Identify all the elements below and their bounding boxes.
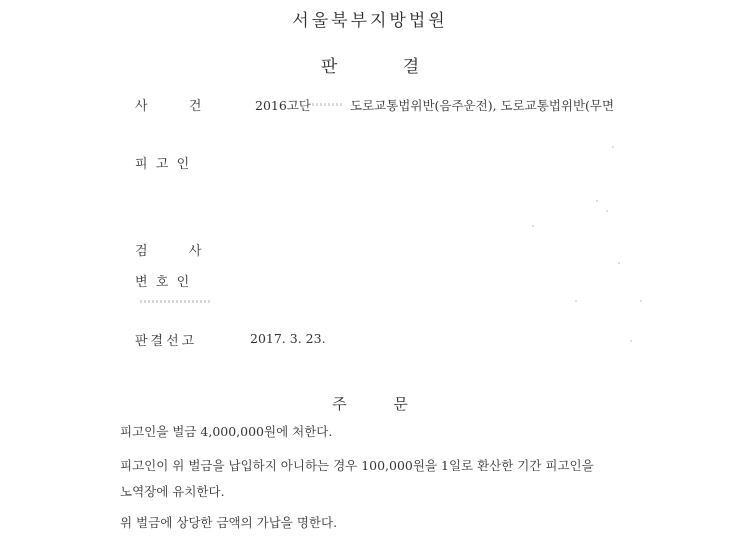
scan-speck <box>532 225 534 227</box>
court-name: 서울북부지방법원 <box>292 11 448 31</box>
order-line: 위 벌금에 상당한 금액의 가납을 명한다. <box>120 515 338 530</box>
redaction-mark <box>312 103 344 106</box>
order-line: 피고인을 벌금 4,000,000원에 처한다. <box>120 424 333 439</box>
counsel-label: 변 호 인 <box>135 275 190 290</box>
defendant-label: 피 고 인 <box>135 157 190 172</box>
order-line: 노역장에 유치한다. <box>120 484 225 499</box>
verdict-date-label: 판결선고 <box>135 334 198 349</box>
scan-speck <box>630 340 632 342</box>
case-number: 2016고단 <box>255 98 311 113</box>
case-label <box>135 95 201 114</box>
scan-speck <box>575 300 577 302</box>
document-type-title: 판 결 <box>320 57 420 77</box>
scan-speck <box>618 262 620 264</box>
case-label-text: 사 건 <box>135 99 202 114</box>
order-line: 피고인이 위 벌금을 납입하지 아니하는 경우 100,000원을 1일로 환산한 기간 피고인을 <box>120 458 594 473</box>
verdict-date: 2017. 3. 23. <box>250 331 326 346</box>
prosecutor-label: 검 사 <box>135 244 202 259</box>
scan-speck <box>640 300 642 302</box>
redaction-mark <box>140 300 210 303</box>
case-charges: 도로교통법위반(음주운전), 도로교통법위반(무면 <box>350 98 615 113</box>
scan-speck <box>606 210 608 212</box>
order-heading: 주 문 <box>332 395 408 413</box>
scan-speck <box>612 146 614 148</box>
scan-speck <box>596 200 598 202</box>
